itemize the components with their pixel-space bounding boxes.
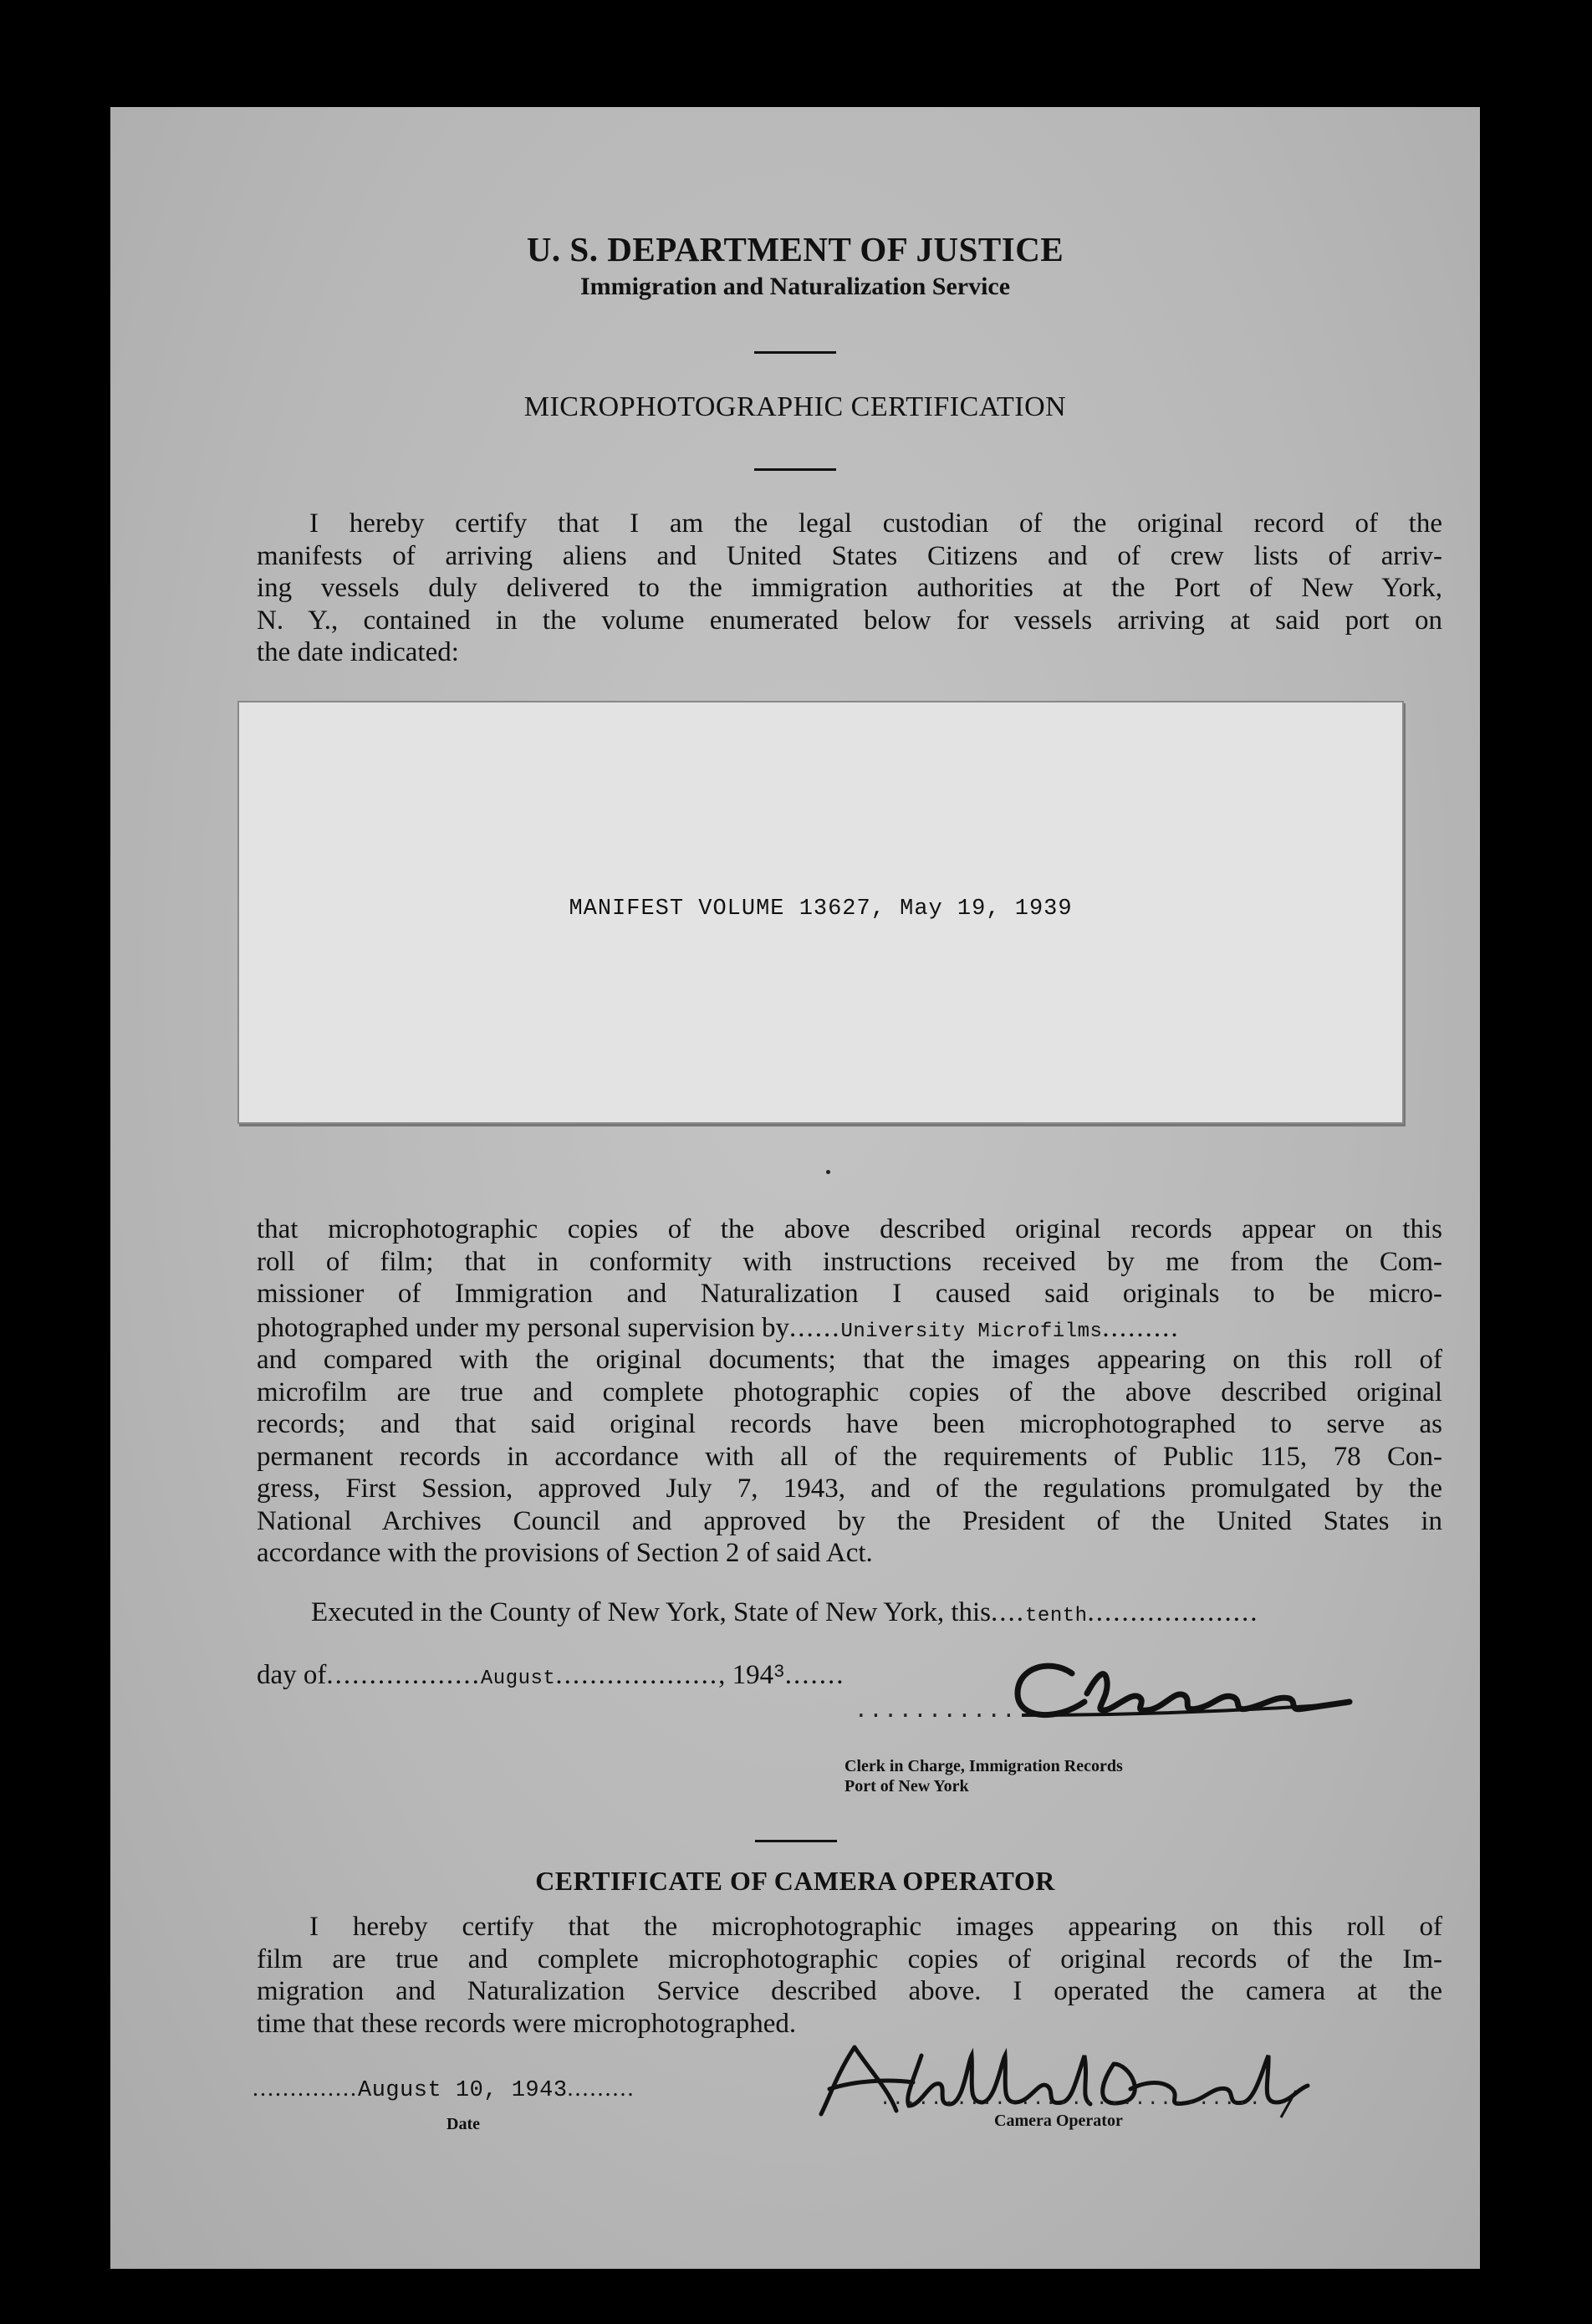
intro-paragraph [257, 508, 1442, 669]
body-line: National Archives Council and approved by the President of the United States in [257, 1505, 1442, 1536]
body-line: permanent records in accordance with all of the requirements of Public 115, 78 Con- [257, 1441, 1442, 1472]
date-field: ..............August 10, 1943......... [253, 2076, 635, 2103]
executed-prefix: Executed in the County of New York, State of New York, this [311, 1597, 992, 1627]
body-line: and compared with the original documents; that the images appearing on this roll of [257, 1345, 1442, 1375]
intro-line: I hereby certify that I am the legal custodian of the original record of the [309, 508, 1442, 539]
body-line: gress, First Session, approved July 7, 1943, and of the regulations promulgated by the [257, 1474, 1442, 1504]
body-line: that microphotographic copies of the above described original records appear on this [257, 1214, 1442, 1244]
certificate-page [110, 107, 1480, 2269]
camera-line: I hereby certify that the microphotographic images appearing on this roll of [309, 1912, 1442, 1942]
intro-line: ing vessels duly delivered to the immigration authorities at the Port of New York, [257, 573, 1442, 603]
body-paragraph-continued [257, 1344, 1442, 1570]
date-label: Date [446, 2115, 480, 2133]
executed-year-prefix: , 194 [718, 1660, 774, 1690]
manifest-volume: MANIFEST VOLUME 13627, May 19, 1939 [569, 896, 1073, 922]
executed-year-suffix: 3 [773, 1662, 785, 1683]
camera-line: time that these records were microphotographed. [257, 2008, 797, 2039]
intro-line: N. Y., contained in the volume enumerated below for vessels arriving at said port on [257, 605, 1442, 636]
svg-text:..............................: .............................. [880, 2088, 1263, 2109]
body-line: missioner of Immigration and Naturalization I caused said originals to be micro- [257, 1279, 1442, 1309]
camera-line: migration and Naturalization Service described above. I operated the camera at the [257, 1976, 1442, 2006]
camera-line: film are true and complete microphotographic copies of original records of the Im- [257, 1943, 1442, 1974]
day-of-label: day of [257, 1660, 327, 1690]
clerk-title [844, 1756, 1123, 1796]
department-heading: U. S. DEPARTMENT OF JUSTICE [526, 230, 1064, 268]
date-value: August 10, 1943 [358, 2078, 568, 2103]
camera-certificate-title: CERTIFICATE OF CAMERA OPERATOR [535, 1866, 1055, 1896]
photographed-by-line: photographed under my personal supervision by......University Microfilms......... [257, 1313, 1180, 1343]
svg-text:..............: .............. [855, 1698, 1062, 1723]
body-line: accordance with the provisions of Section 2 of said Act. [257, 1538, 873, 1568]
manifest-slip [237, 701, 1404, 1124]
executed-day: tenth [1025, 1605, 1088, 1627]
body-line: roll of film; that in conformity with instructions received by me from the Com- [257, 1246, 1442, 1277]
divider [754, 351, 836, 354]
photographed-by-prefix: photographed under my personal supervision by [257, 1313, 789, 1343]
clerk-signature [846, 1642, 1365, 1734]
body-line: microfilm are true and complete photographic copies of the above described original [257, 1377, 1442, 1407]
divider [755, 1840, 837, 1842]
divider [754, 468, 836, 471]
service-subheading: Immigration and Naturalization Service [579, 273, 1011, 300]
camera-operator-label: Camera Operator [994, 2112, 1123, 2130]
speck [826, 1170, 830, 1174]
certification-title: MICROPHOTOGRAPHIC CERTIFICATION [523, 391, 1067, 422]
executed-month: August [480, 1668, 556, 1690]
intro-line: the date indicated: [257, 637, 459, 667]
camera-certificate-paragraph [257, 1911, 1442, 2040]
intro-line: manifests of arriving aliens and United States Citizens and of crew lists of arriv- [257, 540, 1442, 571]
day-of-line: day of..................August..................., $194^3$....... [257, 1660, 845, 1690]
clerk-title-line2: Port of New York [844, 1777, 969, 1795]
photographed-by-value: University Microfilms [840, 1320, 1103, 1343]
body-paragraph [257, 1213, 1442, 1310]
clerk-title-line1: Clerk in Charge, Immigration Records [844, 1757, 1123, 1775]
camera-operator-signature [796, 2030, 1314, 2122]
body-line: records; and that said original records have been microphotographed to serve as [257, 1409, 1442, 1439]
executed-line: Executed in the County of New York, State of New York, this....tenth.................... [311, 1597, 1259, 1627]
